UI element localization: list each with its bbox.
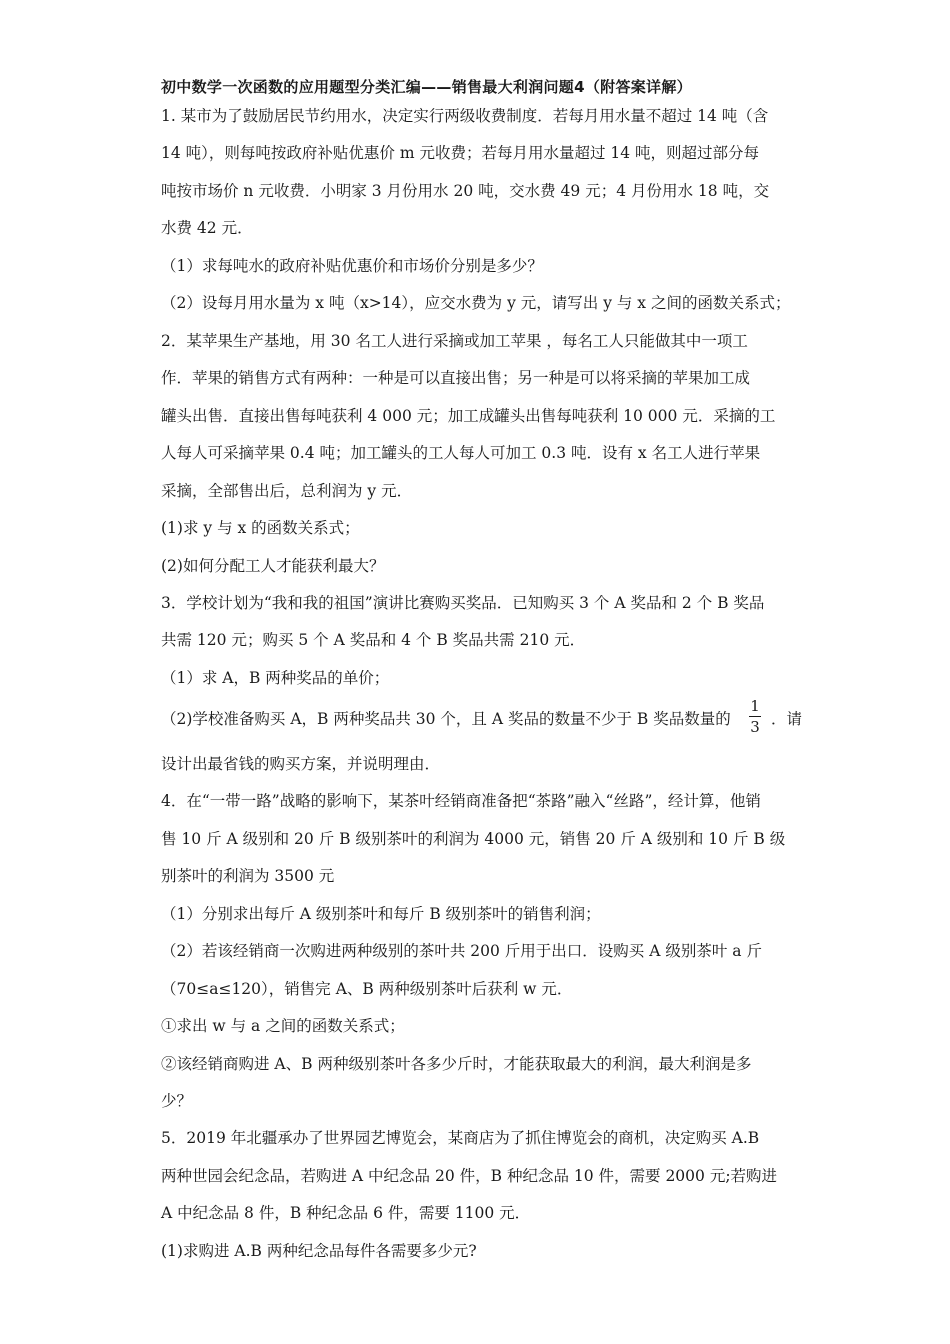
text-line: （70≤a≤120），销售完 A、B 两种级别茶叶后获利 w 元． bbox=[161, 980, 573, 998]
text-line: A 中纪念品 8 件，B 种纪念品 6 件，需要 1100 元． bbox=[161, 1204, 531, 1222]
text-line: (1)求购进 A.B 两种纪念品每件各需要多少元? bbox=[161, 1242, 477, 1260]
text-line: 水费 42 元． bbox=[161, 219, 253, 237]
text-line: 少？ bbox=[161, 1092, 193, 1110]
text-line: 5．2019 年北疆承办了世界园艺博览会，某商店为了抓住博览会的商机，决定购买 A.B bbox=[161, 1129, 760, 1147]
text-line: （2)学校准备购买 A，B 两种奖品共 30 个，且 A 奖品的数量不少于 B 奖品数量的 bbox=[161, 710, 731, 728]
text-line: （1）求 A，B 两种奖品的单价； bbox=[161, 669, 390, 687]
text-line: 吨按市场价 n 元收费．小明家 3 月份用水 20 吨，交水费 49 元；4 月份用水 18 吨，交 bbox=[161, 182, 770, 200]
text-line: 1. 某市为了鼓励居民节约用水，决定实行两级收费制度．若每月用水量不超过 14 吨（含 bbox=[161, 107, 769, 125]
text-line: （1）分别求出每斤 A 级别茶叶和每斤 B 级别茶叶的销售利润； bbox=[161, 905, 601, 923]
text-line: 2．某苹果生产基地，用 30 名工人进行采摘或加工苹果 ，每名工人只能做其中一项工 bbox=[161, 332, 748, 350]
text-after-fraction: ．请 bbox=[771, 710, 803, 728]
text-line: 人每人可采摘苹果 0.4 吨；加工罐头的工人每人可加工 0.3 吨．设有 x 名工人进行苹果 bbox=[161, 444, 761, 462]
document-title: 初中数学一次函数的应用题型分类汇编——销售最大利润问题4（附答案详解） bbox=[161, 78, 692, 96]
text-line: 售 10 斤 A 级别和 20 斤 B 级别茶叶的利润为 4000 元，销售 20 斤 A 级别和 10 斤 B 级 bbox=[161, 830, 786, 848]
text-line: 4．在“一带一路”战略的影响下，某茶叶经销商准备把“茶路”融入“丝路”，经计算，他销 bbox=[161, 792, 761, 810]
text-line: 作．苹果的销售方式有两种：一种是可以直接出售；另一种是可以将采摘的苹果加工成 bbox=[161, 369, 751, 387]
text-line: 共需 120 元；购买 5 个 A 奖品和 4 个 B 奖品共需 210 元． bbox=[161, 631, 586, 649]
text-line: （2）设每月用水量为 x 吨（x>14），应交水费为 y 元，请写出 y 与 x 之间的函数关系式； bbox=[161, 294, 791, 312]
text-line: ②该经销商购进 A、B 两种级别茶叶各多少斤时，才能获取最大的利润，最大利润是多 bbox=[161, 1055, 752, 1073]
fraction-numerator: 1 bbox=[750, 697, 760, 715]
fraction-one-third bbox=[745, 697, 765, 736]
text-line: 别茶叶的利润为 3500 元 bbox=[161, 867, 335, 885]
fraction-bar bbox=[749, 716, 761, 717]
fraction-denominator: 3 bbox=[750, 718, 760, 736]
text-line: (2)如何分配工人才能获利最大？ bbox=[161, 557, 385, 575]
text-line: (1)求 y 与 x 的函数关系式； bbox=[161, 519, 360, 537]
text-line: （1）求每吨水的政府补贴优惠价和市场价分别是多少？ bbox=[161, 257, 543, 275]
text-line: 罐头出售．直接出售每吨获利 4 000 元；加工成罐头出售每吨获利 10 000 元．采摘的工 bbox=[161, 407, 776, 425]
text-line: 采摘，全部售出后，总利润为 y 元． bbox=[161, 482, 413, 500]
text-line: 两种世园会纪念品，若购进 A 中纪念品 20 件，B 种纪念品 10 件，需要 2000 元;若购进 bbox=[161, 1167, 778, 1185]
text-line: ①求出 w 与 a 之间的函数关系式； bbox=[161, 1017, 405, 1035]
text-line: 14 吨），则每吨按政府补贴优惠价 m 元收费；若每月用水量超过 14 吨，则超过部分每 bbox=[161, 144, 760, 162]
text-line: 3．学校计划为“我和我的祖国”演讲比赛购买奖品．已知购买 3 个 A 奖品和 2 个 B 奖品 bbox=[161, 594, 765, 612]
text-line: 设计出最省钱的购买方案，并说明理由． bbox=[161, 755, 441, 773]
text-line: （2）若该经销商一次购进两种级别的茶叶共 200 斤用于出口．设购买 A 级别茶叶 a 斤 bbox=[161, 942, 762, 960]
